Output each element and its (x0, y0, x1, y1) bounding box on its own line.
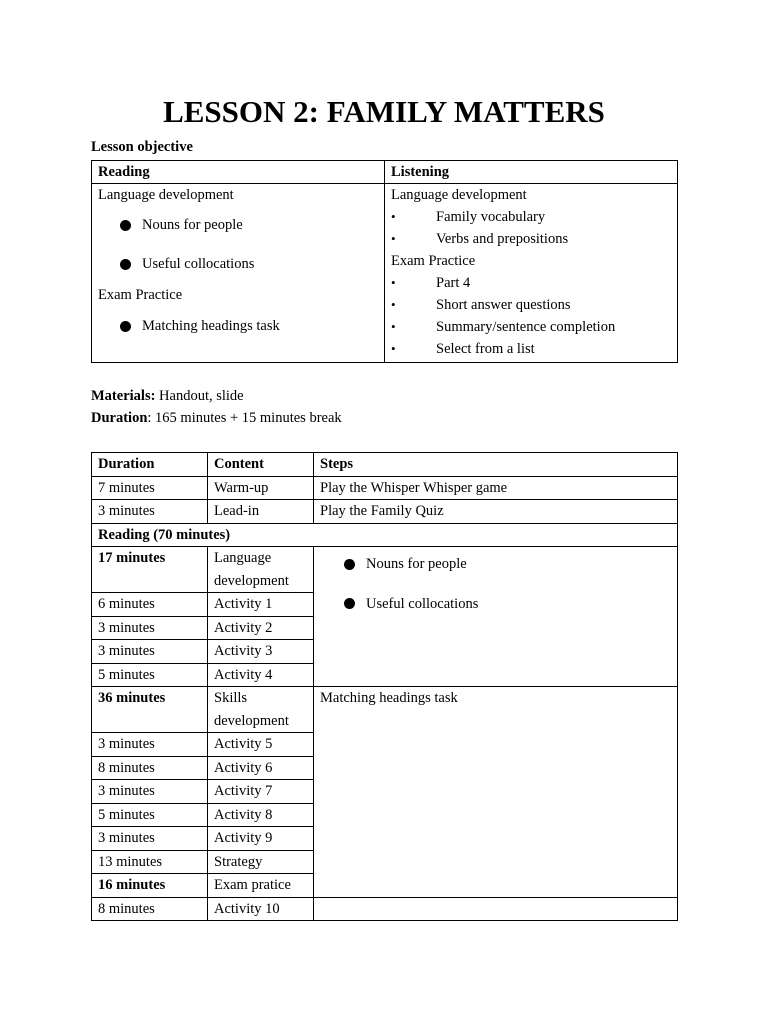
reading-exam-practice: Exam Practice (98, 287, 183, 303)
materials-line: Materials: Handout, slide (91, 388, 244, 404)
bullet-icon: • (391, 319, 396, 334)
listening-exam-practice: Exam Practice (391, 253, 476, 269)
bullet-icon: • (391, 341, 396, 356)
list-item: Matching headings task (98, 315, 378, 337)
duration-line: Duration: 165 minutes + 15 minutes break (91, 410, 342, 426)
reading-lang-dev: Language development (98, 187, 234, 203)
section-row (92, 523, 678, 547)
col-header-steps: Steps (314, 453, 678, 477)
table-row: 5 minutes Activity 8 (92, 803, 678, 827)
objective-table (91, 160, 678, 363)
lesson-plan-table (91, 452, 678, 921)
reading-header: Reading (92, 161, 385, 184)
col-header-duration: Duration (92, 453, 208, 477)
listening-header: Listening (385, 161, 678, 184)
table-header-row (92, 453, 678, 477)
materials-block (91, 385, 342, 429)
table-row: 3 minutes Lead-in Play the Family Quiz (92, 500, 678, 524)
table-row: 13 minutes Strategy (92, 850, 678, 874)
list-item: Nouns for people (320, 553, 671, 576)
table-row: 16 minutes Exam pratice (92, 874, 678, 898)
table-row: 3 minutes Activity 9 (92, 827, 678, 851)
table-row: 36 minutes Skills development Matching headings task (92, 687, 678, 733)
skills-steps-cell: Matching headings task (314, 687, 678, 898)
col-header-content: Content (208, 453, 314, 477)
table-row: 3 minutes Activity 3 (92, 640, 678, 664)
bullet-icon (344, 598, 355, 609)
list-item: Useful collocations (98, 253, 378, 275)
bullet-icon: • (391, 231, 396, 246)
bullet-icon (120, 220, 131, 231)
list-item: Useful collocations (320, 593, 671, 616)
bullet-icon: • (391, 209, 396, 224)
table-row: 7 minutes Warm-up Play the Whisper Whisper game (92, 476, 678, 500)
bullet-icon (344, 559, 355, 570)
bullet-icon (120, 259, 131, 270)
reading-objectives (92, 184, 385, 363)
reading-section-heading: Reading (70 minutes) (92, 523, 678, 547)
list-item: • Verbs and prepositions (391, 228, 671, 250)
bullet-icon (120, 321, 131, 332)
list-item: • Select from a list (391, 338, 671, 360)
table-row: 3 minutes Activity 7 (92, 780, 678, 804)
table-row: 6 minutes Activity 1 (92, 593, 678, 617)
bullet-icon: • (391, 297, 396, 312)
list-item: Nouns for people (98, 214, 378, 236)
page-title: LESSON 2: FAMILY MATTERS (163, 94, 605, 129)
lang-steps-cell (314, 547, 678, 687)
table-row: 8 minutes Activity 10 (92, 897, 678, 921)
list-item: • Short answer questions (391, 294, 671, 316)
table-row: 17 minutes Language development Nouns for people Useful collocations (92, 547, 678, 593)
objective-label: Lesson objective (91, 139, 193, 155)
table-row: 8 minutes Activity 6 (92, 756, 678, 780)
bullet-icon: • (391, 275, 396, 290)
table-row: 3 minutes Activity 5 (92, 733, 678, 757)
list-item: • Summary/sentence completion (391, 316, 671, 338)
table-row: 5 minutes Activity 4 (92, 663, 678, 687)
listening-lang-dev: Language development (391, 187, 527, 203)
list-item: • Family vocabulary (391, 206, 671, 228)
listening-objectives (385, 184, 678, 363)
list-item: • Part 4 (391, 272, 671, 294)
table-row: 3 minutes Activity 2 (92, 616, 678, 640)
